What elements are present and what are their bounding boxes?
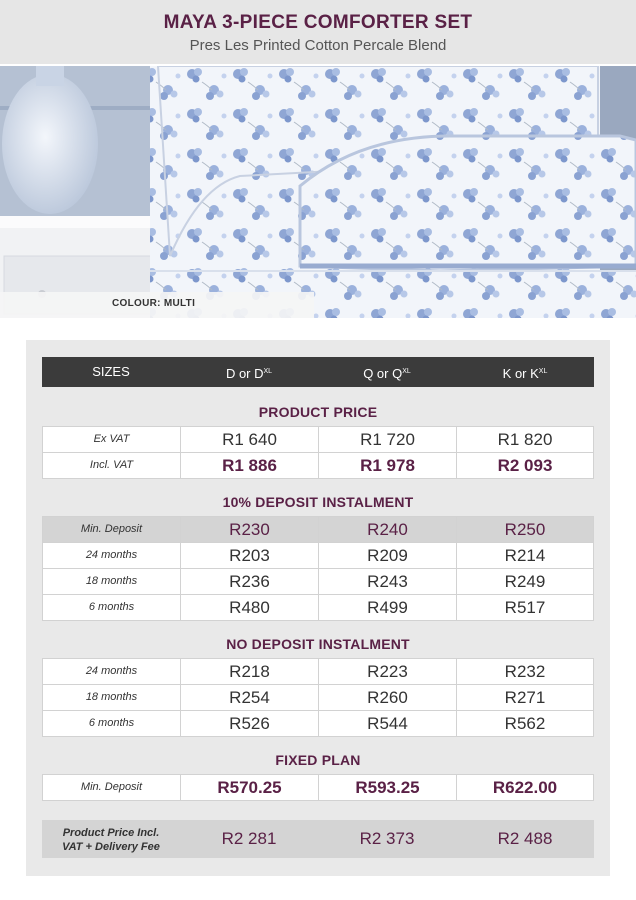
table-row: [43, 453, 594, 479]
price-double: R254: [181, 685, 319, 710]
row-label: 6 months: [43, 595, 181, 620]
price-king: R271: [457, 685, 594, 710]
price-queen: R593.25: [319, 775, 457, 800]
price-queen: R209: [319, 543, 457, 568]
price-double: R526: [181, 711, 319, 736]
price-king: R214: [457, 543, 594, 568]
deposit-instalment-table: [42, 516, 594, 621]
price-queen: R240: [319, 517, 457, 542]
table-row: [43, 595, 594, 621]
price-king: R249: [457, 569, 594, 594]
section-title-fixed-plan: FIXED PLAN: [275, 752, 361, 768]
price-queen: R260: [319, 685, 457, 710]
table-row: [43, 517, 594, 543]
table-row: [43, 543, 594, 569]
price-double: R480: [181, 595, 319, 620]
price-queen: R1 720: [319, 427, 457, 452]
page-header: [0, 0, 636, 64]
table-row: [43, 775, 594, 801]
header-sizes: SIZES: [92, 364, 130, 379]
price-double: R203: [181, 543, 319, 568]
table-row: [43, 659, 594, 685]
total-label-line2: VAT + Delivery Fee: [62, 841, 160, 853]
row-label: Min. Deposit: [43, 517, 181, 542]
price-queen: R499: [319, 595, 457, 620]
price-king: R517: [457, 595, 594, 620]
price-queen: R1 978: [319, 453, 457, 478]
section-title-product-price: PRODUCT PRICE: [258, 404, 378, 420]
price-double: R570.25: [181, 775, 319, 800]
price-queen: R544: [319, 711, 457, 736]
price-king: R250: [457, 517, 594, 542]
total-queen: R2 373: [359, 829, 415, 848]
section-title-no-deposit-instalment: NO DEPOSIT INSTALMENT: [226, 636, 410, 652]
section-title-deposit-instalment: 10% DEPOSIT INSTALMENT: [222, 494, 414, 510]
price-king: R232: [457, 659, 594, 684]
price-queen: R243: [319, 569, 457, 594]
row-label: Ex VAT: [43, 427, 181, 452]
table-row: [43, 427, 594, 453]
fixed-plan-table: [42, 774, 594, 801]
header-king: K or $K^{XL}$: [502, 366, 548, 381]
row-label: Incl. VAT: [43, 453, 181, 478]
no-deposit-instalment-table: [42, 658, 594, 737]
price-king: R2 093: [457, 453, 594, 478]
header-double: D or $D^{XL}$: [225, 366, 273, 381]
row-label: 24 months: [43, 659, 181, 684]
bedding-photo-illustration: [0, 66, 636, 318]
colour-label: COLOUR: MULTI: [112, 298, 196, 309]
price-double: R218: [181, 659, 319, 684]
product-price-table: [42, 426, 594, 479]
table-row: [43, 569, 594, 595]
total-label: [42, 826, 180, 854]
table-row: [43, 711, 594, 737]
price-king: R622.00: [457, 775, 594, 800]
sizes-header-row: [42, 357, 594, 387]
total-label-line1: Product Price Incl.: [62, 827, 160, 839]
price-double: R230: [181, 517, 319, 542]
row-label: 18 months: [43, 685, 181, 710]
total-price-row: [42, 820, 594, 858]
price-king: R562: [457, 711, 594, 736]
price-queen: R223: [319, 659, 457, 684]
total-king: R2 488: [497, 829, 553, 848]
price-double: R1 886: [181, 453, 319, 478]
table-row: [43, 685, 594, 711]
price-double: R236: [181, 569, 319, 594]
price-double: R1 640: [181, 427, 319, 452]
product-subtitle: Pres Les Printed Cotton Percale Blend: [189, 37, 447, 54]
row-label: 18 months: [43, 569, 181, 594]
row-label: 24 months: [43, 543, 181, 568]
row-label: 6 months: [43, 711, 181, 736]
price-king: R1 820: [457, 427, 594, 452]
product-photo: [0, 66, 636, 318]
row-label: Min. Deposit: [43, 775, 181, 800]
header-queen: Q or $Q^{XL}$: [363, 366, 411, 381]
product-title: MAYA 3-PIECE COMFORTER SET: [163, 12, 473, 33]
total-double: R2 281: [221, 829, 277, 848]
